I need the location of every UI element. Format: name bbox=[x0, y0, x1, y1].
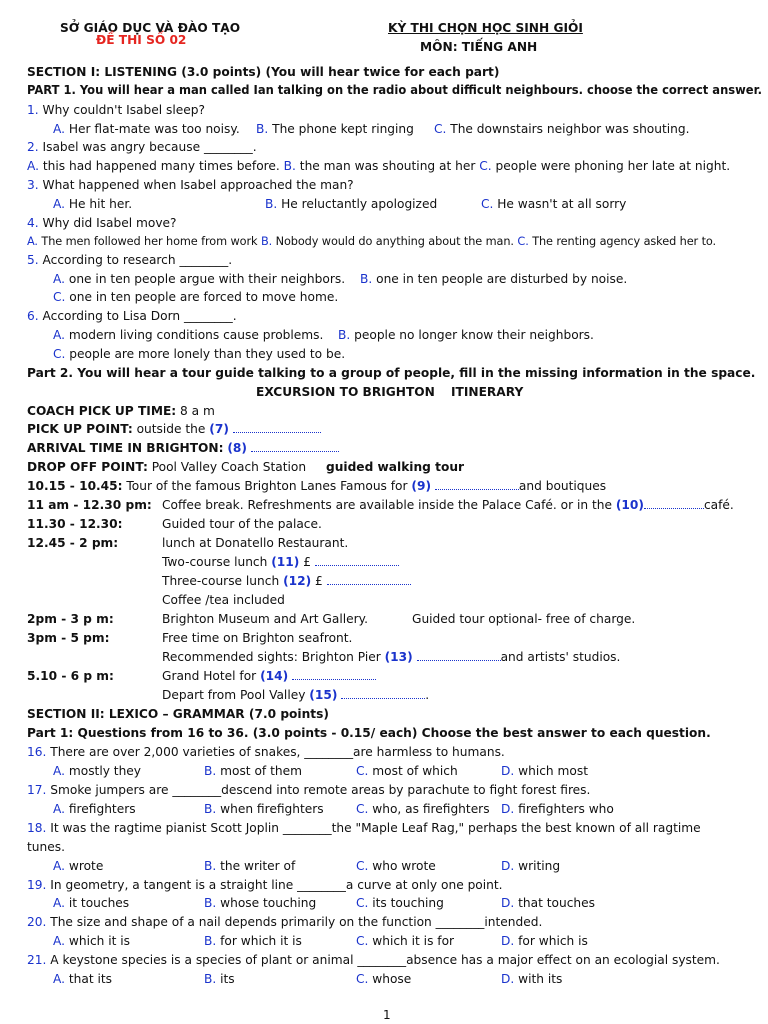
q5-option-a: A. one in ten people argue with their neighbors. bbox=[53, 272, 346, 286]
depart-pool-valley: Depart from Pool Valley (15) . bbox=[162, 688, 430, 702]
blank-7[interactable] bbox=[233, 421, 321, 433]
itinerary-item-7: Grand Hotel for (14) bbox=[162, 668, 376, 684]
blank-11[interactable] bbox=[315, 554, 399, 566]
coach-pickup-time: COACH PICK UP TIME: 8 a m bbox=[27, 404, 215, 418]
section1-title: SECTION I: LISTENING (3.0 points) (You will hear twice for each part) bbox=[27, 65, 500, 79]
q18-option-c: C. who wrote bbox=[356, 859, 436, 873]
q1-option-c: C. The downstairs neighbor was shouting. bbox=[434, 122, 690, 136]
q20-option-b: B. for which it is bbox=[204, 934, 302, 948]
section2-part1-title: Part 1: Questions from 16 to 36. (3.0 points - 0.15/ each) Choose the best answer to each question. bbox=[27, 726, 711, 740]
q19-option-c: C. its touching bbox=[356, 896, 444, 910]
section2-title: SECTION II: LEXICO – GRAMMAR (7.0 points) bbox=[27, 707, 329, 721]
q19-option-a: A. it touches bbox=[53, 896, 130, 910]
three-course-lunch: Three-course lunch (12) £ bbox=[162, 573, 411, 589]
part1-title: PART 1. You will hear a man called Ian talking on the radio about difficult neighbours. choose the correct answer. bbox=[27, 83, 762, 97]
q17-option-b: B. when firefighters bbox=[204, 802, 324, 816]
q17-option-a: A. firefighters bbox=[53, 802, 136, 816]
question-2: 2. Isabel was angry because ________. bbox=[27, 140, 257, 154]
guided-tour-optional: Guided tour optional- free of charge. bbox=[412, 612, 636, 626]
q16-option-c: C. most of which bbox=[356, 764, 458, 778]
itinerary-item-5: Brighton Museum and Art Gallery. bbox=[162, 612, 368, 626]
q21-option-b: B. its bbox=[204, 972, 235, 986]
question-17: 17. Smoke jumpers are ________descend into remote areas by parachute to fight forest fires. bbox=[27, 783, 591, 797]
q6-option-c: C. people are more lonely than they used to be. bbox=[53, 347, 346, 361]
q21-option-c: C. whose bbox=[356, 972, 412, 986]
blank-8[interactable] bbox=[251, 440, 339, 452]
itinerary-item-4: lunch at Donatello Restaurant. bbox=[162, 536, 349, 550]
itinerary-time-2: 11 am - 12.30 pm: bbox=[27, 498, 152, 512]
question-18: 18. It was the ragtime pianist Scott Joplin ________the "Maple Leaf Rag," perhaps the best known of all ragtime bbox=[27, 821, 701, 835]
part2-title: Part 2. You will hear a tour guide talking to a group of people, fill in the missing information in the space. bbox=[27, 366, 756, 380]
q18-option-a: A. wrote bbox=[53, 859, 104, 873]
question-16: 16. There are over 2,000 varieties of snakes, ________are harmless to humans. bbox=[27, 745, 505, 759]
blank-10[interactable] bbox=[644, 497, 704, 509]
itinerary-item-6: Free time on Brighton seafront. bbox=[162, 631, 353, 645]
question-3: 3. What happened when Isabel approached the man? bbox=[27, 178, 354, 192]
itinerary-time-6: 3pm - 5 pm: bbox=[27, 631, 110, 645]
q6-option-b: B. people no longer know their neighbors. bbox=[338, 328, 594, 342]
recommended-sights: Recommended sights: Brighton Pier (13) and artists' studios. bbox=[162, 650, 621, 664]
q3-option-c: C. He wasn't at all sorry bbox=[481, 197, 627, 211]
exam-title: KỲ THI CHỌN HỌC SINH GIỎI bbox=[388, 21, 583, 35]
itinerary-time-5: 2pm - 3 p m: bbox=[27, 612, 114, 626]
q20-option-d: D. for which is bbox=[501, 934, 588, 948]
arrival-time: ARRIVAL TIME IN BRIGHTON: (8) bbox=[27, 440, 339, 456]
dropoff-point: DROP OFF POINT: Pool Valley Coach Station bbox=[27, 460, 307, 474]
exam-number: ĐỀ THI SỐ 02 bbox=[96, 33, 187, 47]
question-1: 1. Why couldn't Isabel sleep? bbox=[27, 103, 205, 117]
itinerary-time-7: 5.10 - 6 p m: bbox=[27, 669, 114, 683]
question-21: 21. A keystone species is a species of plant or animal ________absence has a major effect on an ecologial system. bbox=[27, 953, 720, 967]
q20-option-a: A. which it is bbox=[53, 934, 131, 948]
question-5: 5. According to research ________. bbox=[27, 253, 233, 267]
blank-15[interactable] bbox=[341, 687, 425, 699]
itinerary-word: ITINERARY bbox=[451, 385, 524, 399]
itinerary-item-2: Coffee break. Refreshments are available inside the Palace Café. or in the (10) café. bbox=[162, 498, 734, 512]
q16-option-a: A. mostly they bbox=[53, 764, 142, 778]
question-4: 4. Why did Isabel move? bbox=[27, 216, 177, 230]
question-18-cont: tunes. bbox=[27, 840, 65, 854]
q17-option-d: D. firefighters who bbox=[501, 802, 614, 816]
q17-option-c: C. who, as firefighters bbox=[356, 802, 490, 816]
q21-option-a: A. that its bbox=[53, 972, 113, 986]
q1-option-b: B. The phone kept ringing bbox=[256, 122, 414, 136]
q18-option-b: B. the writer of bbox=[204, 859, 296, 873]
q3-option-b: B. He reluctantly apologized bbox=[265, 197, 438, 211]
question-6: 6. According to Lisa Dorn ________. bbox=[27, 309, 237, 323]
q16-option-b: B. most of them bbox=[204, 764, 302, 778]
q2-options: A. this had happened many times before. B. the man was shouting at her C. people were phoning her late at night. bbox=[27, 159, 731, 173]
itinerary-time-3: 11.30 - 12.30: bbox=[27, 517, 123, 531]
itinerary-title: EXCURSION TO BRIGHTON bbox=[256, 385, 435, 399]
q16-option-d: D. which most bbox=[501, 764, 588, 778]
q5-option-c: C. one in ten people are forced to move home. bbox=[53, 290, 339, 304]
guided-walking-tour: guided walking tour bbox=[326, 460, 465, 474]
q6-option-a: A. modern living conditions cause problems. bbox=[53, 328, 324, 342]
q18-option-d: D. writing bbox=[501, 859, 561, 873]
question-20: 20. The size and shape of a nail depends primarily on the function ________intended. bbox=[27, 915, 543, 929]
exam-subject: MÔN: TIẾNG ANH bbox=[420, 40, 538, 54]
q19-option-d: D. that touches bbox=[501, 896, 595, 910]
blank-9[interactable] bbox=[435, 478, 519, 490]
q1-option-a: A. Her flat-mate was too noisy. bbox=[53, 122, 240, 136]
two-course-lunch: Two-course lunch (11) £ bbox=[162, 554, 399, 570]
q4-options: A. The men followed her home from work B. Nobody would do anything about the man. C. The renting agency asked her to. bbox=[27, 235, 717, 248]
q21-option-d: D. with its bbox=[501, 972, 563, 986]
itinerary-item-1: 10.15 - 10.45: Tour of the famous Brighton Lanes Famous for (9) and boutiques bbox=[27, 479, 607, 493]
pickup-point: PICK UP POINT: outside the (7) bbox=[27, 421, 321, 437]
question-19: 19. In geometry, a tangent is a straight line ________a curve at only one point. bbox=[27, 878, 503, 892]
itinerary-time-4: 12.45 - 2 pm: bbox=[27, 536, 119, 550]
q19-option-b: B. whose touching bbox=[204, 896, 317, 910]
page-number: 1 bbox=[383, 1008, 391, 1022]
q3-option-a: A. He hit her. bbox=[53, 197, 133, 211]
blank-14[interactable] bbox=[292, 668, 376, 680]
blank-12[interactable] bbox=[327, 573, 411, 585]
q5-option-b: B. one in ten people are disturbed by noise. bbox=[360, 272, 628, 286]
department-name: SỞ GIÁO DỤC VÀ ĐÀO TẠO bbox=[60, 21, 241, 35]
blank-13[interactable] bbox=[417, 649, 501, 661]
q20-option-c: C. which it is for bbox=[356, 934, 455, 948]
coffee-tea: Coffee /tea included bbox=[162, 593, 285, 607]
itinerary-item-3: Guided tour of the palace. bbox=[162, 517, 322, 531]
